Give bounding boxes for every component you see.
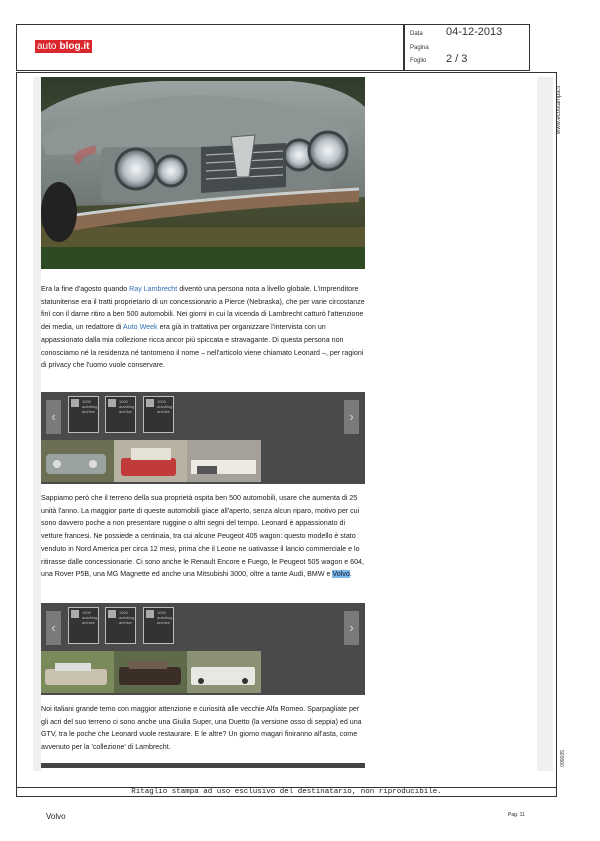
paragraph-text: Era la fine d'agosto quando bbox=[41, 285, 130, 293]
page-gutter-left bbox=[33, 77, 41, 771]
data-value: 04-12-2013 bbox=[446, 26, 503, 38]
thumb-image-icon bbox=[146, 610, 154, 618]
footer-keyword: Volvo bbox=[46, 812, 66, 821]
photo-gallery-2 bbox=[41, 603, 365, 695]
thumb-image-icon bbox=[108, 399, 116, 407]
gallery-thumb[interactable] bbox=[105, 607, 136, 644]
thumb-caption: 1000 autoblog archive bbox=[119, 610, 135, 625]
article-paragraph-3: Noi italiani grande temo con maggior attenzione e curiosità alle vecchie Alfa Romeo. Sparpagliate per gli acri del suo terreno ci sono anche una Giulia Super, una Duetto (la versione osso di seppia) ed una GTV, tra le poche che Leonard vuole restaurare. E le altre? Un giorno magari finiranno all'asta, come avvenuto per la 'collezione' di Lambrecht. bbox=[41, 705, 362, 752]
gallery-prev-button[interactable]: ‹ bbox=[46, 400, 61, 434]
foglio-label: Foglio bbox=[410, 58, 427, 64]
logo-part-blog: blog.it bbox=[58, 40, 92, 53]
autoblog-logo[interactable] bbox=[35, 40, 92, 53]
thumb-image-icon bbox=[146, 399, 154, 407]
gallery-thumb[interactable] bbox=[68, 607, 99, 644]
link-ray-lambrecht[interactable]: Ray Lambrecht bbox=[129, 285, 178, 293]
link-auto-week[interactable]: Auto Week bbox=[123, 323, 158, 332]
thumb-image-icon bbox=[108, 610, 116, 618]
gallery-next-button[interactable]: › bbox=[344, 400, 359, 434]
thumb-image-icon bbox=[71, 610, 79, 618]
photo-gallery-1 bbox=[41, 392, 365, 484]
thumb-caption: 1000 autoblog archive bbox=[119, 399, 135, 414]
gallery-photo-strip[interactable] bbox=[41, 440, 261, 482]
thumb-caption: 1000 autoblog archive bbox=[157, 399, 173, 414]
paragraph-text: Sappiamo però che il terreno della sua proprietà ospita ben 500 automobili, usare che aumenta di 25 unità l'anno. La maggior parte di queste automobili giace all'aperto, senza alcun riparo, motivo per cui sono davvero poche a non presentare ruggine o altri segni del tempo. Leonard è appassionato di vetture francesi. Ne possiede a centinaia, tra cui alcune Peugeot 405 wagon: questo modello è stato venduto in Nord America per circa 12 mesi, prima che il Leone ne uativasse il lancio commerciale e lo ritirasse dalle concessionarie. Ci sono anche le Renault Encore e Fuego, le Peugeot 505 wagon e 604, una Rover P5B, una MG Magnette ed anche una Mitsubishi 3000, oltre a tante Audi, BMW e bbox=[41, 494, 364, 579]
pagina-label: Pagina bbox=[410, 45, 429, 51]
link-volvo[interactable]: Volvo bbox=[332, 570, 350, 579]
article-paragraph-1 bbox=[41, 283, 366, 372]
paragraph-text: diventò una persona nota a livello globale. L'imprenditore statunitense era il tratti proprietario di un concessionario a Pierce (Nebraska), che per varie circostanze finì con il darne ritiro a ben 500 automobili. Nei giorni in cui la vicenda di Lambrecht catturò l'attenzione dei media, un redattore di bbox=[41, 285, 365, 332]
paragraph-text: era già in trattativa per organizzare l'intervista con un appassionato dalla mia collezione ricca ancor più spiccata e stravagante. Di questa persona non conosciamo né la residenza né tantomeno il nome – nell'articolo viene chiamato Leonard –, per ragioni di privacy che l'uomo vuole conservare. bbox=[41, 323, 364, 370]
thumb-caption: 1000 autoblog archive bbox=[82, 399, 98, 414]
header-meta-box bbox=[404, 24, 530, 71]
gallery-thumb[interactable] bbox=[143, 607, 174, 644]
foglio-value: 2 / 3 bbox=[446, 53, 468, 65]
logo-part-auto: auto bbox=[37, 41, 57, 52]
article-bottom-bar bbox=[41, 763, 365, 768]
data-label: Data bbox=[410, 31, 423, 37]
thumb-caption: 1000 autoblog archive bbox=[82, 610, 98, 625]
article-main-photo bbox=[41, 77, 365, 269]
header-logo-box bbox=[16, 24, 404, 71]
side-watermark: www.ecostampa.it bbox=[556, 85, 562, 135]
thumb-caption: 1000 autoblog archive bbox=[157, 610, 173, 625]
page-gutter-right bbox=[537, 77, 553, 771]
gallery-photo-strip[interactable] bbox=[41, 651, 261, 693]
article-paragraph-2 bbox=[41, 492, 366, 581]
paragraph-text: . bbox=[349, 570, 352, 579]
gallery-thumb[interactable] bbox=[143, 396, 174, 433]
copyright-notice: Ritaglio stampa ad uso esclusivo del destinatario, non riproducibile. bbox=[16, 787, 557, 797]
gallery-prev-button[interactable]: ‹ bbox=[46, 611, 61, 645]
gallery-thumb[interactable] bbox=[105, 396, 136, 433]
footer-page-number: Pag. 11 bbox=[508, 812, 525, 818]
gallery-next-button[interactable]: › bbox=[344, 611, 359, 645]
gallery-thumb[interactable] bbox=[68, 396, 99, 433]
thumb-image-icon bbox=[71, 399, 79, 407]
side-code: 099035 bbox=[560, 750, 566, 767]
